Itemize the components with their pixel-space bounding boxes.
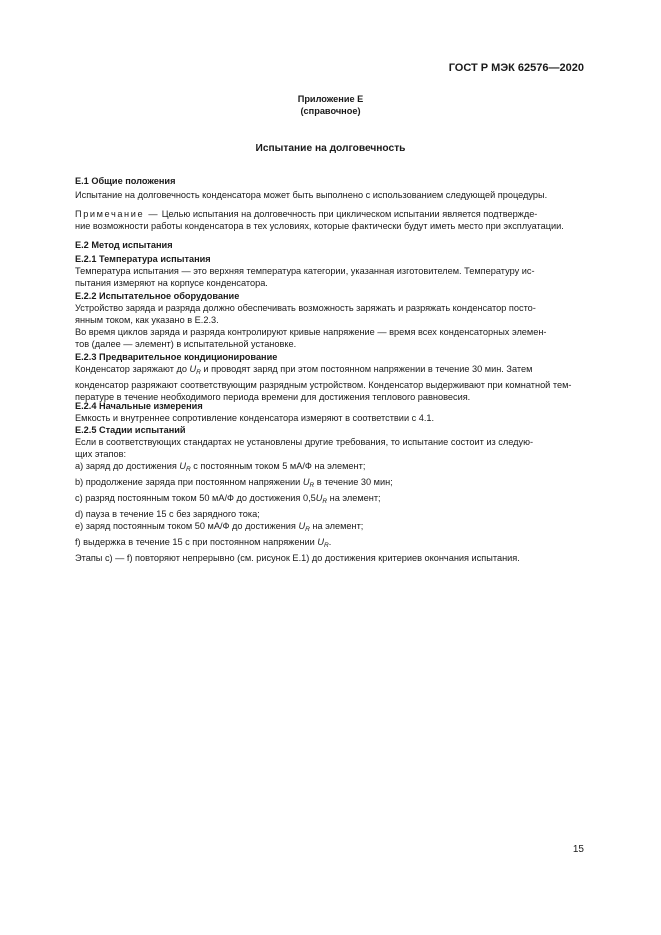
- symbol-subscript: R: [186, 466, 191, 473]
- section-heading: Е.2.2 Испытательное оборудование: [75, 291, 240, 301]
- list-item: [75, 520, 582, 536]
- symbol-u: U: [317, 537, 324, 547]
- paragraph-line: щих этапов:: [75, 449, 127, 459]
- paragraph-line: Емкость и внутреннее сопротивление конденсатора измеряют в соответствии с 4.1.: [75, 413, 435, 423]
- voltage-symbol: [298, 521, 309, 531]
- section-heading: Е.2.1 Температура испытания: [75, 254, 211, 264]
- symbol-u: U: [189, 364, 197, 374]
- paragraph-line: Этапы с) — f) повторяют непрерывно (см. рисунок Е.1) до достижения критериев окончания испытания.: [75, 553, 520, 563]
- note-label: Примечание —: [75, 209, 160, 219]
- note-text: Целью испытания на долговечность при циклическом испытании является подтвержде-: [161, 209, 538, 219]
- text-fragment: на элемент;: [329, 493, 381, 503]
- voltage-symbol: [317, 537, 328, 547]
- document-id: ГОСТ Р МЭК 62576—2020: [448, 62, 584, 74]
- section-e23: [75, 351, 582, 403]
- paragraph-line: [75, 363, 582, 379]
- section-heading: Е.2.5 Стадии испытаний: [75, 425, 186, 435]
- page-number: 15: [572, 844, 584, 855]
- text-fragment: на элемент;: [312, 521, 364, 531]
- symbol-subscript: R: [323, 542, 329, 549]
- section-heading: Е.2.3 Предварительное кондиционирование: [75, 352, 278, 362]
- text-fragment: а) заряд до достижения: [75, 461, 177, 471]
- paragraph-line: Устройство заряда и разряда должно обеспечивать возможность заряжать и разряжать конденсатор посто-: [75, 303, 536, 313]
- symbol-u: U: [315, 493, 323, 503]
- paragraph-line: Если в соответствующих стандартах не установлены другие требования, то испытание состоит из следую-: [75, 437, 534, 447]
- text-fragment: с) разряд постоянным током 50 мА/Ф до достижения 0,5: [75, 493, 316, 503]
- text-fragment: е) заряд постоянным током 50 мА/Ф до достижения: [75, 521, 296, 531]
- list-item: [75, 476, 582, 492]
- voltage-symbol: [179, 461, 190, 471]
- section-heading: Е.1 Общие положения: [75, 176, 176, 186]
- text-fragment: b) продолжение заряда при постоянном напряжении: [75, 477, 301, 487]
- symbol-subscript: R: [305, 526, 310, 533]
- paragraph-line: Во время циклов заряда и разряда контролируют кривые напряжение — время всех конденсаторных элемен-: [75, 327, 547, 337]
- voltage-symbol: [316, 493, 327, 503]
- paragraph: Испытание на долговечность конденсатора может быть выполнено с использованием следующей процедуры.: [75, 190, 548, 200]
- paragraph-line: тов (далее — элемент) в испытательной установке.: [75, 339, 297, 349]
- section-e24: [75, 400, 582, 424]
- symbol-subscript: R: [322, 498, 328, 505]
- section-e1: [75, 175, 582, 232]
- symbol-subscript: R: [309, 482, 315, 489]
- symbol-subscript: R: [196, 369, 201, 376]
- paragraph-line: пературе в течение необходимого периода времени для достижения теплового равновесия.: [75, 392, 471, 402]
- note: [75, 208, 582, 220]
- paragraph-line: пытания измеряют на корпусе конденсатора.: [75, 278, 268, 288]
- voltage-symbol: [303, 477, 314, 487]
- section-heading: Е.2.4 Начальные измерения: [75, 401, 203, 411]
- text-fragment: Конденсатор заряжают до: [75, 364, 187, 374]
- list-item: [75, 492, 582, 508]
- voltage-symbol: [190, 364, 201, 374]
- list-item: [75, 536, 582, 552]
- symbol-u: U: [298, 521, 306, 531]
- section-e2: [75, 239, 582, 251]
- note-text-continued: ние возможности работы конденсатора в тех условиях, которые фактически будут иметь место при эксплуатации.: [75, 221, 564, 231]
- text-fragment: в течение 30 мин;: [316, 477, 393, 487]
- main-title: Испытание на долговечность: [255, 143, 406, 154]
- list-item: d) пауза в течение 15 с без зарядного тока;: [75, 509, 260, 519]
- section-e22: [75, 290, 582, 350]
- section-e25: [75, 424, 582, 564]
- symbol-u: U: [302, 477, 310, 487]
- text-fragment: .: [328, 537, 332, 547]
- appendix-note: (справочное): [300, 106, 361, 116]
- text-fragment: f) выдержка в течение 15 с при постоянном напряжении: [75, 537, 315, 547]
- paragraph-line: янным током, как указано в Е.2.3.: [75, 315, 219, 325]
- list-item: [75, 460, 582, 476]
- paragraph-line: Температура испытания — это верхняя температура категории, указанная изготовителем. Температуру ис-: [75, 266, 535, 276]
- symbol-u: U: [179, 461, 187, 471]
- text-fragment: и проводят заряд при этом постоянном напряжении в течение 30 мин. Затем: [203, 364, 533, 374]
- text-fragment: с постоянным током 5 мА/Ф на элемент;: [193, 461, 366, 471]
- paragraph-line: конденсатор разряжают соответствующим разрядным устройством. Конденсатор выдерживают при комнатной тем-: [75, 380, 572, 390]
- appendix-title: Приложение Е: [297, 94, 364, 104]
- section-heading: Е.2 Метод испытания: [75, 240, 173, 250]
- section-e21: [75, 253, 582, 289]
